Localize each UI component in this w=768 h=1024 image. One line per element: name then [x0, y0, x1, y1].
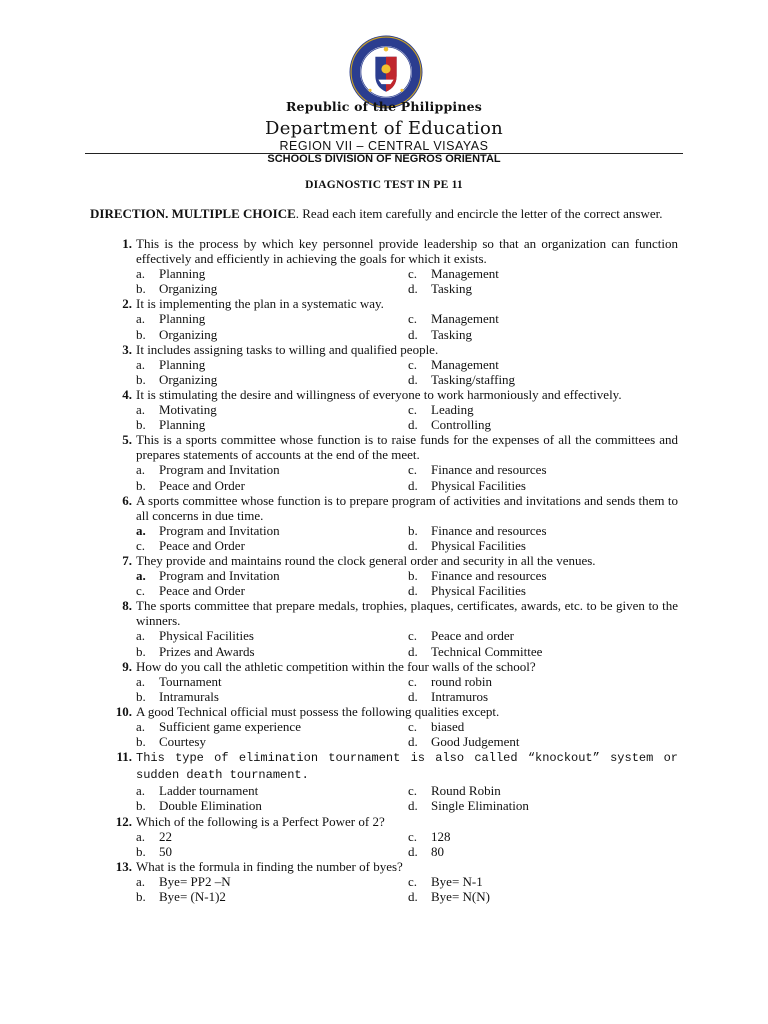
question-item — [90, 493, 678, 553]
question-stem — [122, 341, 678, 357]
answer-option[interactable] — [136, 844, 408, 859]
question-item — [90, 342, 678, 387]
option-text: Management — [431, 356, 499, 372]
option-text: 128 — [431, 828, 451, 844]
option-letter: d. — [408, 583, 418, 599]
answer-options — [136, 829, 678, 859]
option-letter: a. — [136, 873, 146, 889]
direction-label: DIRECTION. MULTIPLE CHOICE — [90, 206, 296, 221]
question-number: 2. — [122, 296, 132, 312]
question-stem — [122, 658, 678, 674]
answer-option[interactable] — [408, 689, 678, 704]
option-text: Finance and resources — [431, 462, 547, 478]
answer-option[interactable] — [408, 357, 678, 372]
option-letter: d. — [408, 798, 418, 814]
answer-options — [136, 402, 678, 432]
option-text: Finance and resources — [431, 522, 547, 538]
answer-option[interactable] — [408, 281, 678, 296]
option-letter: d. — [408, 537, 418, 553]
option-text: Planning — [159, 266, 206, 282]
option-letter: a. — [136, 828, 146, 844]
answer-options — [136, 628, 678, 658]
answer-option[interactable] — [136, 734, 408, 749]
answer-option[interactable] — [408, 266, 678, 281]
department-heading: Department of Education — [264, 118, 504, 139]
question-text: It includes assigning tasks to willing and qualified people. — [136, 341, 439, 357]
option-text: Tasking — [431, 326, 472, 342]
option-text: Bye= N-1 — [431, 873, 483, 889]
option-text: Organizing — [159, 281, 218, 297]
option-text: Controlling — [431, 417, 491, 433]
option-text: Tasking/staffing — [431, 371, 516, 387]
option-text: 50 — [159, 843, 172, 859]
answer-option[interactable] — [136, 798, 408, 813]
option-letter: d. — [408, 889, 418, 905]
question-text: Which of the following is a Perfect Power of 2? — [136, 813, 385, 829]
option-text: Program and Invitation — [159, 462, 280, 478]
option-text: Planning — [159, 356, 206, 372]
question-text: How do you call the athletic competition within the four walls of the school? — [136, 658, 536, 674]
option-letter: b. — [136, 477, 146, 493]
answer-option[interactable] — [408, 417, 678, 432]
question-number: 8. — [122, 598, 132, 614]
division-heading: SCHOOLS DIVISION OF NEGROS ORIENTAL — [267, 153, 501, 165]
option-letter: c. — [408, 783, 418, 799]
option-text: Physical Facilities — [431, 477, 526, 493]
option-letter: a. — [136, 673, 146, 689]
option-text: Bye= (N-1)2 — [159, 889, 226, 905]
answer-option[interactable] — [136, 829, 408, 844]
option-text: 22 — [159, 828, 172, 844]
option-letter: b. — [136, 643, 146, 659]
option-text: Round Robin — [431, 783, 501, 799]
answer-options — [136, 874, 678, 904]
option-letter: a. — [136, 628, 146, 644]
option-text: Ladder tournament — [159, 783, 259, 799]
answer-option[interactable] — [408, 462, 678, 477]
option-letter: c. — [408, 828, 418, 844]
option-text: 80 — [431, 843, 444, 859]
direction-text: . Read each item carefully and encircle the letter of the correct answer. — [295, 206, 663, 221]
option-letter: a. — [136, 356, 146, 372]
option-letter: c. — [408, 311, 418, 327]
answer-option[interactable] — [136, 628, 408, 643]
answer-option[interactable] — [136, 523, 408, 538]
question-stem — [122, 598, 678, 629]
option-text: Motivating — [159, 402, 217, 418]
option-letter: c. — [408, 356, 418, 372]
answer-option[interactable] — [408, 327, 678, 342]
option-letter: a. — [136, 719, 146, 734]
option-text: Intramuros — [431, 688, 489, 704]
answer-options — [136, 266, 678, 296]
option-text: Peace and order — [431, 628, 515, 644]
question-number: 4. — [122, 386, 132, 402]
option-letter: d. — [408, 734, 418, 750]
answer-options — [136, 311, 678, 341]
question-number: 7. — [122, 552, 132, 568]
question-text: This type of elimination tournament is also called “knockout” system or sudden death tournament. — [136, 751, 678, 783]
answer-option[interactable] — [408, 874, 678, 889]
answer-options — [136, 719, 678, 749]
question-item — [90, 704, 678, 749]
question-stem — [122, 386, 678, 402]
option-text: Physical Facilities — [159, 628, 254, 644]
question-number: 11. — [116, 749, 132, 765]
answer-option[interactable] — [136, 783, 408, 798]
option-letter: a. — [136, 568, 146, 584]
answer-option[interactable] — [408, 583, 678, 598]
answer-option[interactable] — [408, 783, 678, 798]
option-letter: d. — [408, 371, 418, 387]
option-letter: d. — [408, 326, 418, 342]
question-stem — [115, 703, 678, 719]
question-text: The sports committee that prepare medals, trophies, plaques, certificates, awards, etc. to be given to the winners. — [136, 598, 678, 629]
option-text: Intramurals — [159, 688, 219, 704]
option-text: Bye= PP2 –N — [159, 873, 231, 889]
answer-options — [136, 523, 678, 553]
answer-option[interactable] — [408, 402, 678, 417]
answer-option[interactable] — [136, 402, 408, 417]
answer-option[interactable] — [408, 311, 678, 326]
answer-option[interactable] — [136, 372, 408, 387]
answer-option[interactable] — [136, 719, 408, 734]
answer-option[interactable] — [408, 889, 678, 904]
option-letter: b. — [136, 326, 146, 342]
answer-option[interactable] — [408, 523, 678, 538]
option-text: Tasking — [431, 281, 472, 297]
answer-option[interactable] — [136, 689, 408, 704]
question-text: A good Technical official must possess the following qualities except. — [136, 703, 500, 719]
answer-option[interactable] — [408, 844, 678, 859]
question-number: 6. — [122, 492, 132, 508]
option-letter: d. — [408, 417, 418, 433]
question-item — [90, 387, 678, 432]
question-text: This is the process by which key personnel provide leadership so that an organization can function effectively and efficiently in achieving the goals for which it exists. — [136, 236, 678, 267]
answer-options — [136, 357, 678, 387]
option-text: Organizing — [159, 326, 218, 342]
option-letter: c. — [408, 402, 418, 418]
answer-option[interactable] — [136, 478, 408, 493]
option-text: Peace and Order — [159, 537, 245, 553]
question-stem — [122, 432, 678, 463]
test-title: DIAGNOSTIC TEST IN PE 11 — [305, 179, 463, 191]
answer-option[interactable] — [136, 311, 408, 326]
option-letter: d. — [408, 643, 418, 659]
option-letter: a. — [136, 783, 146, 799]
option-letter: b. — [136, 371, 146, 387]
option-text: Sufficient game experience — [159, 719, 301, 734]
option-text: round robin — [431, 673, 493, 689]
question-stem — [122, 552, 678, 568]
option-text: Program and Invitation — [159, 522, 280, 538]
answer-option[interactable] — [136, 874, 408, 889]
option-text: Finance and resources — [431, 568, 547, 584]
question-item — [90, 659, 678, 704]
option-text: Organizing — [159, 371, 218, 387]
answer-option[interactable] — [408, 478, 678, 493]
answer-option[interactable] — [136, 327, 408, 342]
option-letter: d. — [408, 843, 418, 859]
answer-option[interactable] — [408, 829, 678, 844]
option-letter: b. — [136, 798, 146, 814]
answer-option[interactable] — [136, 417, 408, 432]
option-text: Management — [431, 311, 499, 327]
option-letter: a. — [136, 462, 146, 478]
option-letter: b. — [136, 688, 146, 704]
option-letter: b. — [136, 281, 146, 297]
option-letter: c. — [136, 537, 146, 553]
question-number: 3. — [122, 341, 132, 357]
option-letter: b. — [136, 889, 146, 905]
option-letter: d. — [408, 688, 418, 704]
option-text: Double Elimination — [159, 798, 262, 814]
question-number: 12. — [115, 813, 132, 829]
option-text: Planning — [159, 417, 206, 433]
option-text: Prizes and Awards — [159, 643, 255, 659]
answer-option[interactable] — [136, 583, 408, 598]
question-item — [90, 296, 678, 341]
answer-options — [136, 462, 678, 492]
answer-option[interactable] — [408, 734, 678, 749]
option-letter: b. — [408, 522, 418, 538]
option-letter: c. — [408, 462, 418, 478]
answer-option[interactable] — [136, 357, 408, 372]
question-item — [90, 432, 678, 492]
question-stem — [122, 236, 678, 267]
option-letter: c. — [408, 719, 418, 734]
answer-options — [136, 674, 678, 704]
option-text: Good Judgement — [431, 734, 520, 750]
option-text: Courtesy — [159, 734, 206, 750]
option-text: Peace and Order — [159, 583, 245, 599]
question-number: 5. — [122, 432, 132, 448]
answer-option[interactable] — [136, 889, 408, 904]
option-text: Program and Invitation — [159, 568, 280, 584]
question-stem — [115, 813, 678, 829]
question-text: A sports committee whose function is to prepare program of activities and invitations and sends them to all concerns in due time. — [136, 492, 678, 523]
question-item — [90, 749, 678, 813]
question-text: It is stimulating the desire and willingness of everyone to work harmoniously and effectively. — [136, 386, 622, 402]
option-text: Peace and Order — [159, 477, 245, 493]
option-letter: b. — [408, 568, 418, 584]
option-text: Physical Facilities — [431, 537, 526, 553]
question-text: It is implementing the plan in a systematic way. — [136, 296, 384, 312]
option-letter: a. — [136, 522, 146, 538]
option-letter: d. — [408, 477, 418, 493]
answer-option[interactable] — [408, 628, 678, 643]
option-text: Tournament — [159, 673, 222, 689]
question-stem — [122, 492, 678, 523]
answer-option[interactable] — [408, 644, 678, 659]
option-text: Leading — [431, 402, 474, 418]
directions — [90, 206, 678, 221]
answer-option[interactable] — [136, 281, 408, 296]
answer-option[interactable] — [136, 674, 408, 689]
option-text: biased — [431, 719, 465, 734]
question-number: 9. — [122, 658, 132, 674]
question-list — [90, 236, 678, 904]
region-heading: REGION VII – CENTRAL VISAYAS — [279, 139, 489, 153]
question-stem — [115, 858, 678, 874]
answer-option[interactable] — [136, 462, 408, 477]
option-text: Management — [431, 266, 499, 282]
question-item — [90, 814, 678, 859]
option-letter: a. — [136, 402, 146, 418]
answer-option[interactable] — [408, 719, 678, 734]
option-letter: b. — [136, 843, 146, 859]
option-letter: c. — [136, 583, 146, 599]
question-number: 10. — [115, 703, 132, 719]
option-text: Physical Facilities — [431, 583, 526, 599]
answer-option[interactable] — [136, 538, 408, 553]
answer-option[interactable] — [136, 266, 408, 281]
question-stem — [122, 296, 678, 312]
option-letter: c. — [408, 266, 418, 282]
question-item — [90, 553, 678, 598]
option-letter: c. — [408, 628, 418, 644]
question-text: They provide and maintains round the clock general order and security in all the venues. — [136, 552, 596, 568]
question-item — [90, 598, 678, 658]
question-item — [90, 859, 678, 904]
question-text: This is a sports committee whose function is to raise funds for the expenses of all the committees and prepares statements of accounts at the end of the meet. — [136, 432, 678, 463]
answer-option[interactable] — [408, 372, 678, 387]
question-text: What is the formula in finding the number of byes? — [136, 858, 403, 874]
answer-option[interactable] — [408, 674, 678, 689]
option-text: Planning — [159, 311, 206, 327]
option-letter: b. — [136, 417, 146, 433]
option-letter: d. — [408, 281, 418, 297]
answer-option[interactable] — [408, 538, 678, 553]
answer-option[interactable] — [136, 568, 408, 583]
option-letter: a. — [136, 311, 146, 327]
answer-option[interactable] — [136, 644, 408, 659]
answer-options — [136, 783, 678, 813]
republic-heading: Republic of the Philippines — [285, 99, 483, 114]
answer-options — [136, 568, 678, 598]
option-letter: c. — [408, 873, 418, 889]
option-letter: c. — [408, 673, 418, 689]
question-item — [90, 236, 678, 296]
question-stem — [116, 749, 678, 783]
option-letter: b. — [136, 734, 146, 750]
option-text: Bye= N(N) — [431, 889, 490, 905]
question-number: 13. — [115, 858, 132, 874]
answer-option[interactable] — [408, 798, 678, 813]
option-text: Technical Committee — [431, 643, 543, 659]
answer-option[interactable] — [408, 568, 678, 583]
option-text: Single Elimination — [431, 798, 529, 814]
option-letter: a. — [136, 266, 146, 282]
question-number: 1. — [122, 236, 132, 251]
